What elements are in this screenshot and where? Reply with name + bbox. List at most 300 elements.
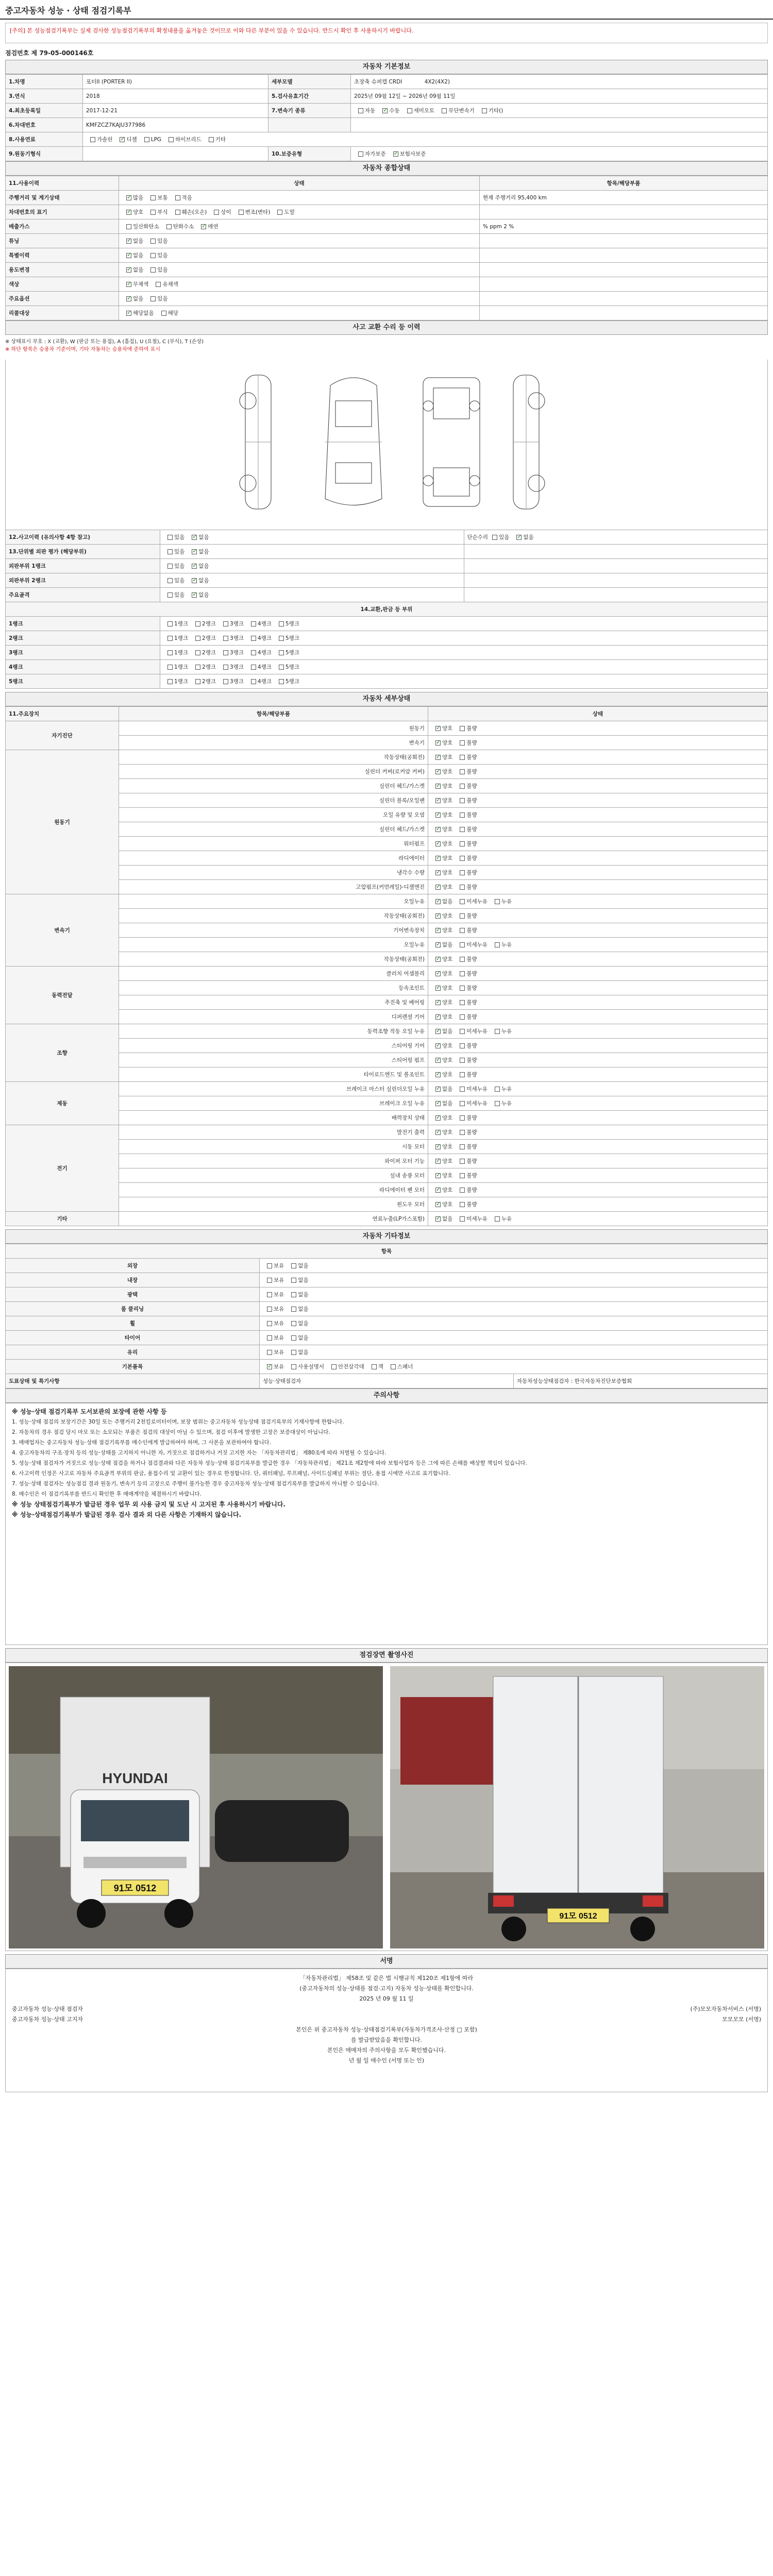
- detail-state-option-label: 불량: [466, 956, 477, 962]
- warranty-checkbox[interactable]: [393, 151, 398, 157]
- detail-state-checkbox[interactable]: [460, 971, 465, 976]
- detail-state-checkbox[interactable]: [435, 856, 441, 861]
- document-number-label: 점검번호 제: [5, 49, 38, 57]
- caution-line: 2. 자동차의 경우 점검 당시 마모 또는 소모되는 부품은 점검의 대상이 아닐 수 있으며, 점검 이후에 발생한 고장은 보증대상이 아닙니다.: [12, 1429, 330, 1435]
- summary-checkbox[interactable]: [126, 253, 131, 258]
- signature-line-1: 「자동차관리법」 제58조 및 같은 법 시행규칙 제120조 제1항에 따라: [299, 1975, 474, 1981]
- detail-item-state: [428, 909, 768, 923]
- summary-checkbox[interactable]: [166, 224, 172, 229]
- summary-item-state: [119, 234, 480, 248]
- detail-state-checkbox[interactable]: [435, 1115, 441, 1121]
- inspector-row: [6, 1374, 768, 1388]
- detail-leak-checkbox[interactable]: [435, 1216, 441, 1222]
- detail-state-checkbox[interactable]: [460, 1014, 465, 1020]
- caution-line: ※ 성능·상태점검기록부가 발급된 경우 검사 결과 외 다른 사항은 기재하지 않습니다.: [12, 1511, 242, 1518]
- other-option: [287, 1305, 308, 1313]
- frame-rank-checkbox[interactable]: [223, 650, 228, 655]
- detail-state-checkbox[interactable]: [460, 827, 465, 832]
- other-checkbox[interactable]: [267, 1321, 272, 1326]
- detail-state-checkbox[interactable]: [460, 870, 465, 875]
- repair-option: [488, 533, 509, 541]
- other-item-label: 유리: [6, 1345, 260, 1360]
- accident-checkbox[interactable]: [192, 578, 197, 583]
- front-photo: [9, 1666, 383, 1948]
- summary-option: [122, 223, 159, 230]
- summary-checkbox[interactable]: [150, 195, 156, 200]
- detail-item-state: [428, 894, 768, 909]
- other-checkbox[interactable]: [291, 1307, 296, 1312]
- summary-option: [122, 208, 143, 216]
- other-checkbox[interactable]: [267, 1292, 272, 1297]
- detail-state-checkbox[interactable]: [435, 841, 441, 846]
- summary-option-label: 없음: [133, 296, 144, 302]
- accident-checkbox[interactable]: [167, 564, 173, 569]
- detail-state-checkbox[interactable]: [460, 913, 465, 919]
- other-option: [263, 1291, 284, 1298]
- detail-item-label: 원동기: [119, 721, 428, 736]
- detail-state-checkbox[interactable]: [460, 726, 465, 731]
- transmission-checkbox[interactable]: [442, 108, 447, 113]
- detail-leak-option: [456, 941, 488, 948]
- detail-state-option-label: 불량: [466, 1187, 477, 1193]
- summary-option: [210, 208, 231, 216]
- frame-rank-option-label: 2랭크: [201, 679, 216, 685]
- summary-item-label: 주행거리 및 계기상태: [6, 191, 119, 205]
- frame-rank-option: [275, 620, 299, 628]
- detail-state-checkbox[interactable]: [460, 1043, 465, 1048]
- detail-state-option-label: 양호: [442, 740, 453, 746]
- detail-state-checkbox[interactable]: [460, 856, 465, 861]
- summary-checkbox[interactable]: [239, 210, 244, 215]
- summary-row: [6, 263, 768, 277]
- frame-rank-checkbox[interactable]: [195, 621, 200, 626]
- inspector-label: 도표상태 및 특기사항: [6, 1374, 260, 1388]
- detail-state-checkbox[interactable]: [435, 971, 441, 976]
- detail-state-checkbox[interactable]: [435, 1188, 441, 1193]
- frame-rank-option-label: 5랭크: [285, 621, 299, 627]
- detail-state-option: [431, 912, 452, 920]
- other-checkbox[interactable]: [291, 1350, 296, 1355]
- summary-option: [122, 194, 143, 201]
- frame-rank-row: [6, 674, 768, 689]
- detail-leak-checkbox[interactable]: [495, 1216, 500, 1222]
- transmission-checkbox[interactable]: [382, 108, 388, 113]
- accident-label: 외판부위 2랭크: [6, 573, 160, 588]
- summary-option: [122, 237, 143, 245]
- detail-row: [6, 1082, 768, 1096]
- summary-checkbox[interactable]: [175, 210, 180, 215]
- repair-option: [512, 533, 533, 541]
- detail-leak-checkbox[interactable]: [460, 942, 465, 947]
- transmission-checkbox[interactable]: [358, 108, 363, 113]
- detail-state-checkbox[interactable]: [460, 841, 465, 846]
- document-number-value: 79-05-000146호: [39, 49, 94, 57]
- detail-state-checkbox[interactable]: [460, 885, 465, 890]
- detail-state-option-label: 불량: [466, 1158, 477, 1164]
- detail-leak-checkbox[interactable]: [495, 1087, 500, 1092]
- detail-state-option: [456, 883, 477, 891]
- summary-row: [6, 306, 768, 320]
- detail-state-checkbox[interactable]: [460, 1173, 465, 1178]
- caution-line: 7. 성능·상태 점검자는 성능점검 결과 원동기, 변속기 등의 고장으로 주행이 불가능한 경우 중고자동차 성능·상태 점검기록부를 발급하지 아니할 수 있습니다.: [12, 1481, 379, 1487]
- frame-rank-checkbox[interactable]: [167, 679, 173, 684]
- other-item-options: [260, 1287, 768, 1302]
- detail-state-checkbox[interactable]: [460, 1188, 465, 1193]
- summary-row: [6, 292, 768, 306]
- summary-checkbox[interactable]: [126, 282, 131, 287]
- summary-checkbox[interactable]: [150, 267, 156, 273]
- basic-item-checkbox[interactable]: [267, 1364, 272, 1369]
- frame-rank-checkbox[interactable]: [251, 650, 256, 655]
- other-option: [263, 1348, 284, 1356]
- detail-state-checkbox[interactable]: [435, 740, 441, 745]
- basic-row: [6, 89, 768, 104]
- caution-line: 5. 성능·상태 점검자가 거짓으로 성능·상태 점검을 하거나 점검결과와 다른 자동차 성능·상태 점검기록부를 발급한 경우 「자동차관리법」 제21조 제2항에 따라 보험사업자 등은 그에 따른 손해를 배상할 책임이 있습니다.: [12, 1460, 527, 1466]
- summary-checkbox[interactable]: [150, 239, 156, 244]
- summary-item-label: 배출가스: [6, 219, 119, 234]
- warranty-checkbox[interactable]: [358, 151, 363, 157]
- basic-item-checkbox[interactable]: [372, 1364, 377, 1369]
- basic-item-checkbox[interactable]: [331, 1364, 337, 1369]
- accident-option-label: 있음: [174, 549, 185, 555]
- other-checkbox[interactable]: [291, 1321, 296, 1326]
- frame-rank-checkbox[interactable]: [279, 650, 284, 655]
- frame-rank-checkbox[interactable]: [251, 636, 256, 641]
- accident-checkbox[interactable]: [192, 549, 197, 554]
- detail-leak-option: [456, 1099, 488, 1107]
- frame-rank-checkbox[interactable]: [167, 621, 173, 626]
- summary-checkbox[interactable]: [150, 296, 156, 301]
- frame-rank-checkbox[interactable]: [279, 636, 284, 641]
- basic-label: 4.최초등록일: [6, 104, 83, 118]
- summary-checkbox[interactable]: [126, 267, 131, 273]
- detail-leak-checkbox[interactable]: [460, 1101, 465, 1106]
- basic-item-checkbox[interactable]: [391, 1364, 396, 1369]
- frame-rank-checkbox[interactable]: [195, 650, 200, 655]
- accident-right: [464, 559, 768, 573]
- other-option-label: 없음: [298, 1349, 309, 1355]
- detail-leak-checkbox[interactable]: [495, 1101, 500, 1106]
- accident-label: 13.단위별 외판 평가 (해당부위): [6, 545, 160, 559]
- frame-rank-checkbox[interactable]: [279, 679, 284, 684]
- frame-rank-checkbox[interactable]: [223, 621, 228, 626]
- detail-item-label: 와이퍼 모터 기능: [119, 1154, 428, 1168]
- other-option-label: 보유: [274, 1320, 284, 1327]
- frame-rank-checkbox[interactable]: [223, 636, 228, 641]
- frame-rank-checkbox[interactable]: [167, 636, 173, 641]
- detail-state-option-label: 양호: [442, 1129, 453, 1136]
- detail-leak-option: [456, 1215, 488, 1223]
- frame-rank-checkbox[interactable]: [167, 665, 173, 670]
- transmission-option: [378, 107, 399, 114]
- detail-state-checkbox[interactable]: [435, 1043, 441, 1048]
- detail-leak-checkbox[interactable]: [435, 899, 441, 904]
- fuel-checkbox[interactable]: [209, 137, 214, 142]
- other-checkbox[interactable]: [291, 1263, 296, 1268]
- frame-rank-checkbox[interactable]: [195, 636, 200, 641]
- summary-option: [146, 237, 167, 245]
- frame-rank-checkbox[interactable]: [251, 679, 256, 684]
- detail-state-checkbox[interactable]: [460, 784, 465, 789]
- frame-rank-option-label: 4랭크: [257, 664, 272, 670]
- summary-checkbox[interactable]: [150, 253, 156, 258]
- other-option-label: 보유: [274, 1306, 284, 1312]
- accident-checkbox[interactable]: [167, 535, 173, 540]
- frame-rank-checkbox[interactable]: [223, 665, 228, 670]
- frame-rank-option-label: 5랭크: [285, 664, 299, 670]
- detail-state-checkbox[interactable]: [435, 784, 441, 789]
- detail-state-checkbox[interactable]: [435, 1072, 441, 1077]
- accident-label: 외판부위 1랭크: [6, 559, 160, 573]
- detail-leak-option: [491, 941, 512, 948]
- other-checkbox[interactable]: [267, 1350, 272, 1355]
- detail-state-checkbox[interactable]: [460, 1144, 465, 1149]
- summary-item-label: 리콜대상: [6, 306, 119, 320]
- detail-leak-option-label: 누유: [501, 1216, 512, 1222]
- basic-label: 8.사용연료: [6, 132, 83, 147]
- accident-checkbox[interactable]: [167, 578, 173, 583]
- frame-rank-checkbox[interactable]: [251, 621, 256, 626]
- detail-leak-checkbox[interactable]: [495, 942, 500, 947]
- detail-state-option: [456, 970, 477, 977]
- summary-checkbox[interactable]: [156, 282, 161, 287]
- detail-state-checkbox[interactable]: [435, 1000, 441, 1005]
- detail-state-option: [431, 1013, 452, 1021]
- detail-state-checkbox[interactable]: [460, 1072, 465, 1077]
- basic-item-option: [327, 1363, 364, 1370]
- detail-leak-checkbox[interactable]: [435, 942, 441, 947]
- detail-state-checkbox[interactable]: [460, 740, 465, 745]
- other-item-options: [260, 1302, 768, 1316]
- frame-rank-option-label: 3랭크: [229, 650, 244, 656]
- detail-state-checkbox[interactable]: [435, 1130, 441, 1135]
- other-checkbox[interactable]: [291, 1278, 296, 1283]
- accident-option-label: 있음: [174, 592, 185, 598]
- frame-rank-option: [247, 677, 272, 685]
- detail-state-checkbox[interactable]: [435, 827, 441, 832]
- summary-checkbox[interactable]: [277, 210, 282, 215]
- detail-state-checkbox[interactable]: [460, 928, 465, 933]
- detail-state-checkbox[interactable]: [435, 726, 441, 731]
- detail-state-option: [431, 724, 452, 732]
- basic-row: [6, 147, 768, 161]
- fuel-checkbox[interactable]: [120, 137, 125, 142]
- summary-checkbox[interactable]: [126, 224, 131, 229]
- detail-row: [6, 822, 768, 837]
- summary-option-label: 훼손(오손): [181, 209, 207, 215]
- frame-rank-checkbox[interactable]: [195, 679, 200, 684]
- detail-state-checkbox[interactable]: [435, 1202, 441, 1207]
- other-checkbox[interactable]: [267, 1263, 272, 1268]
- detail-state-checkbox[interactable]: [435, 913, 441, 919]
- detail-item-state: [428, 938, 768, 952]
- detail-state-option-label: 불량: [466, 855, 477, 861]
- detail-leak-checkbox[interactable]: [435, 1101, 441, 1106]
- summary-checkbox[interactable]: [175, 195, 180, 200]
- accident-checkbox[interactable]: [192, 592, 197, 598]
- detail-leak-option-label: 미세누유: [466, 942, 488, 948]
- detail-row: [6, 837, 768, 851]
- repair-checkbox[interactable]: [516, 535, 522, 540]
- detail-state-checkbox[interactable]: [435, 798, 441, 803]
- frame-rank-options: [160, 617, 768, 631]
- detail-state-checkbox[interactable]: [460, 1000, 465, 1005]
- summary-checkbox[interactable]: [150, 210, 156, 215]
- detail-state-checkbox[interactable]: [435, 957, 441, 962]
- frame-rank-checkbox[interactable]: [195, 665, 200, 670]
- detail-state-checkbox[interactable]: [435, 1173, 441, 1178]
- frame-rank-checkbox[interactable]: [279, 665, 284, 670]
- detail-state-option-label: 불량: [466, 798, 477, 804]
- detail-state-checkbox[interactable]: [435, 769, 441, 774]
- frame-rank-checkbox[interactable]: [251, 665, 256, 670]
- detail-col-state: 상태: [428, 707, 768, 721]
- detail-state-checkbox[interactable]: [460, 1115, 465, 1121]
- detail-leak-checkbox[interactable]: [495, 1029, 500, 1034]
- frame-rank-option: [163, 620, 188, 628]
- detail-state-checkbox[interactable]: [460, 957, 465, 962]
- basic-item-checkbox[interactable]: [291, 1364, 296, 1369]
- summary-checkbox[interactable]: [126, 296, 131, 301]
- detail-group-label: 변속기: [6, 894, 119, 967]
- detail-state-checkbox[interactable]: [435, 1159, 441, 1164]
- basic-row: [6, 132, 768, 147]
- other-checkbox[interactable]: [267, 1278, 272, 1283]
- detail-state-option-label: 양호: [442, 1187, 453, 1193]
- fuel-checkbox[interactable]: [90, 137, 95, 142]
- other-checkbox[interactable]: [291, 1335, 296, 1341]
- detail-item-label: 기어변속장치: [119, 923, 428, 938]
- detail-item-label: 동력조향 작동 오일 누유: [119, 1024, 428, 1039]
- detail-leak-option-label: 누유: [501, 1086, 512, 1092]
- detail-state-checkbox[interactable]: [460, 986, 465, 991]
- detail-state-checkbox[interactable]: [460, 812, 465, 818]
- accident-row: [6, 588, 768, 602]
- summary-checkbox[interactable]: [126, 239, 131, 244]
- detail-state-checkbox[interactable]: [460, 1058, 465, 1063]
- detail-leak-checkbox[interactable]: [435, 1029, 441, 1034]
- summary-option: [122, 295, 143, 302]
- summary-col-history: 11.사용이력: [6, 176, 119, 191]
- accident-checkbox[interactable]: [192, 564, 197, 569]
- detail-state-option-label: 양호: [442, 841, 453, 847]
- other-checkbox[interactable]: [267, 1307, 272, 1312]
- transmission-option: [403, 107, 435, 114]
- detail-state-checkbox[interactable]: [435, 812, 441, 818]
- summary-checkbox[interactable]: [201, 224, 206, 229]
- detail-state-option-label: 양호: [442, 769, 453, 775]
- accident-label: 주요골격: [6, 588, 160, 602]
- detail-state-option-label: 불량: [466, 1043, 477, 1049]
- transmission-checkbox[interactable]: [482, 108, 487, 113]
- summary-row: [6, 277, 768, 292]
- transmission-option-label: 수동: [389, 108, 400, 114]
- frame-rank-checkbox[interactable]: [167, 650, 173, 655]
- detail-state-checkbox[interactable]: [460, 1130, 465, 1135]
- other-checkbox[interactable]: [291, 1292, 296, 1297]
- detail-item-label: 브레이크 마스터 실린더오일 누유: [119, 1082, 428, 1096]
- detail-state-checkbox[interactable]: [460, 1202, 465, 1207]
- accident-checkbox[interactable]: [167, 549, 173, 554]
- detail-item-state: [428, 779, 768, 793]
- signature-notifier-row: [12, 2014, 761, 2025]
- detail-leak-checkbox[interactable]: [460, 1029, 465, 1034]
- summary-checkbox[interactable]: [126, 311, 131, 316]
- detail-item-state: [428, 808, 768, 822]
- detail-leak-checkbox[interactable]: [460, 899, 465, 904]
- detail-state-option-label: 양호: [442, 1072, 453, 1078]
- detail-state-option: [431, 1143, 452, 1150]
- detail-state-checkbox[interactable]: [460, 1159, 465, 1164]
- other-row: [6, 1273, 768, 1287]
- detail-state-checkbox[interactable]: [460, 755, 465, 760]
- detail-state-option-label: 불량: [466, 1129, 477, 1136]
- basic-value: 2017-12-21: [83, 104, 268, 118]
- fuel-checkbox[interactable]: [169, 137, 174, 142]
- detail-col-item: 항목/해당부품: [119, 707, 428, 721]
- summary-checkbox[interactable]: [126, 195, 131, 200]
- detail-leak-checkbox[interactable]: [495, 899, 500, 904]
- other-item-options: [260, 1331, 768, 1345]
- summary-option: [122, 309, 154, 317]
- frame-rank-checkbox[interactable]: [223, 679, 228, 684]
- detail-state-checkbox[interactable]: [460, 769, 465, 774]
- accident-checkbox[interactable]: [192, 535, 197, 540]
- transmission-option-label: 무단변속기: [448, 108, 475, 114]
- frame-rank-checkbox[interactable]: [279, 621, 284, 626]
- summary-checkbox[interactable]: [214, 210, 219, 215]
- fuel-checkbox[interactable]: [144, 137, 149, 142]
- detail-item-state: [428, 837, 768, 851]
- other-option: [287, 1319, 308, 1327]
- detail-leak-checkbox[interactable]: [435, 1087, 441, 1092]
- other-checkbox[interactable]: [267, 1335, 272, 1341]
- transmission-checkbox[interactable]: [407, 108, 412, 113]
- frame-rank-row: [6, 631, 768, 646]
- detail-item-label: 실내 송풍 모터: [119, 1168, 428, 1183]
- summary-checkbox[interactable]: [161, 311, 166, 316]
- detail-state-checkbox[interactable]: [435, 755, 441, 760]
- detail-state-checkbox[interactable]: [435, 928, 441, 933]
- detail-state-checkbox[interactable]: [435, 885, 441, 890]
- detail-state-checkbox[interactable]: [460, 798, 465, 803]
- detail-state-checkbox[interactable]: [435, 1144, 441, 1149]
- detail-state-checkbox[interactable]: [435, 1014, 441, 1020]
- summary-option: [171, 194, 192, 201]
- detail-state-option: [456, 1056, 477, 1064]
- notifier-sign: 모모모모 (서명): [722, 2016, 761, 2023]
- accident-option-label: 없음: [198, 563, 209, 569]
- detail-state-option: [431, 869, 452, 876]
- detail-leak-checkbox[interactable]: [460, 1087, 465, 1092]
- detail-state-checkbox[interactable]: [435, 986, 441, 991]
- repair-checkbox[interactable]: [492, 535, 497, 540]
- detail-item-state: [428, 822, 768, 837]
- detail-state-checkbox[interactable]: [435, 870, 441, 875]
- detail-state-option-label: 불량: [466, 812, 477, 818]
- detail-item-state: [428, 1183, 768, 1197]
- summary-checkbox[interactable]: [126, 210, 131, 215]
- detail-state-option: [431, 825, 452, 833]
- summary-option: [146, 251, 167, 259]
- summary-option: [162, 223, 194, 230]
- detail-leak-checkbox[interactable]: [460, 1216, 465, 1222]
- basic-value: 2018: [83, 89, 268, 104]
- accident-option: [163, 533, 184, 541]
- accident-checkbox[interactable]: [167, 592, 173, 598]
- detail-item-state: [428, 736, 768, 750]
- detail-state-checkbox[interactable]: [435, 1058, 441, 1063]
